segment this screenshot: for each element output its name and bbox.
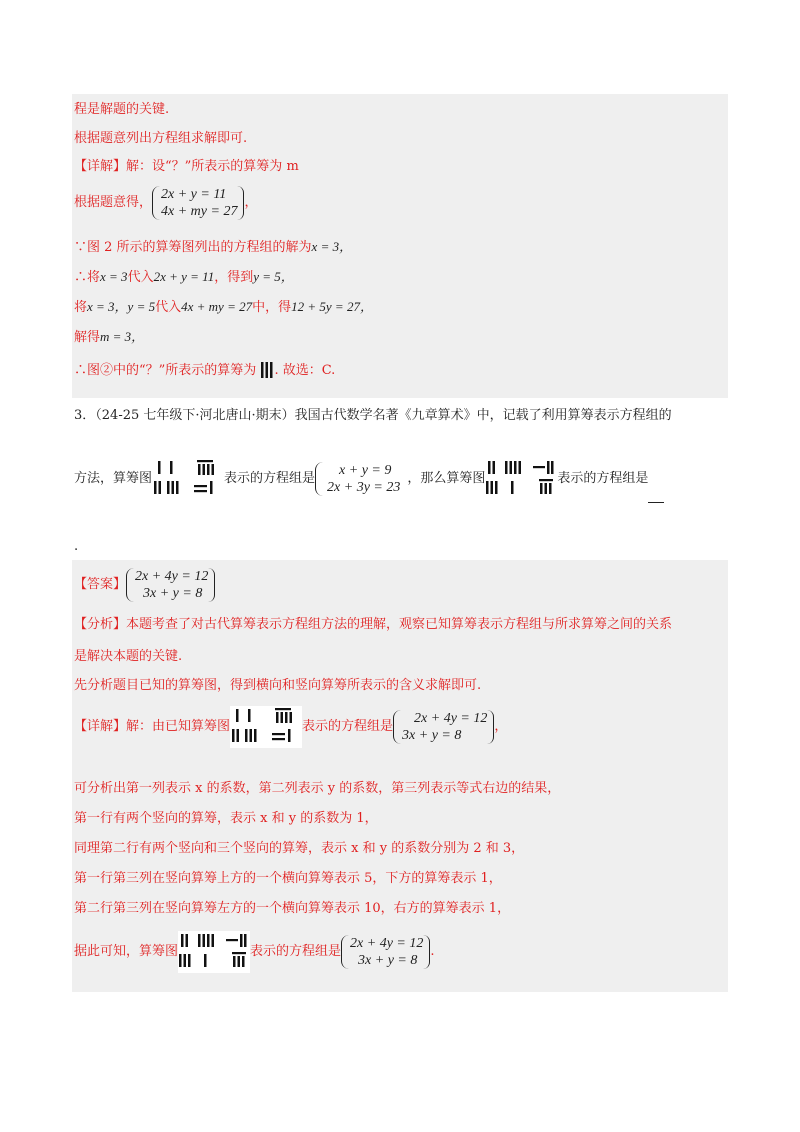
detail-line: 【详解】解：由已知算筹图 表示的方程组是 2x + 4y = 12 3x + y = 8 ， [74,704,507,750]
equation-system: 2x + 4y = 12 3x + y = 8 [341,935,430,969]
detail-tag: 【详解】 [74,719,127,734]
equation-system: 2x + y = 11 4x + my = 27 [152,186,244,220]
analysis-line: 【分析】本题考查了对古代算筹表示方程组方法的理解，观察已知算筹表示方程组与所求算筹之间的关系 [74,617,673,632]
answer-line [74,566,215,604]
text-line: ∴图②中的“？”所表示的算筹为 . 故选：C. [74,356,335,386]
text-line: 解得m = 3， [74,329,145,345]
text-line: 将x = 3，y = 5代入4x + my = 27中，得12 + 5y = 27， [74,299,373,315]
question-3-end: . [74,539,79,554]
answer-tag: 【答案】 [74,577,127,592]
counting-rod-diagram-unknown [485,458,557,500]
analysis-line: 先分析题目已知的算筹图，得到横向和竖向算筹所表示的含义求解即可. [74,678,482,693]
counting-rod-diagram-unknown [178,931,250,973]
detail-tag: 【详解】 [74,159,127,174]
question-3-line2: 方法，算筹图 表示的方程组是 x + y = 9 2x + 3y = 23 ，那么算筹图 表示的方程组是 [74,455,664,503]
equation-system: x + y = 9 2x + 3y = 23 [315,462,407,496]
detail-line: 【详解】解：设“？”所表示的算筹为 m [74,159,299,174]
counting-rod-diagram-known [230,706,302,748]
text-line: ∴将x = 3代入2x + y = 11，得到y = 5， [74,269,294,285]
text-line: ∵图 2 所示的算筹图列出的方程组的解为x = 3， [74,239,353,255]
equation-system: 2x + 4y = 12 3x + y = 8 [393,710,494,744]
analysis-line: 是解决本题的关键. [74,649,183,664]
detail-line: 第一行有两个竖向的算筹，表示 x 和 y 的系数为 1， [74,811,378,826]
detail-line: 可分析出第一列表示 x 的系数，第二列表示 y 的系数，第三列表示等式右边的结果， [74,781,561,796]
text-line: 根据题意列出方程组求解即可. [74,131,248,146]
detail-line: 第二行第三列在竖向算筹左方的一个横向算筹表示 10，右方的算筹表示 1， [74,901,511,916]
text-line: 程是解题的关键. [74,102,170,117]
question-3-line1: 3．（24-25 七年级下·河北唐山·期末）我国古代数学名著《九章算术》中，记载了利用算筹表示方程组的 [74,408,672,423]
answer-equation-system: 2x + 4y = 12 3x + y = 8 [126,568,215,602]
detail-line: 第一行第三列在竖向算筹上方的一个横向算筹表示 5，下方的算筹表示 1， [74,871,502,886]
detail-line: 同理第二行有两个竖向和三个竖向的算筹，表示 x 和 y 的系数分别为 2 和 3， [74,841,525,856]
counting-rod-diagram-known [152,458,224,500]
equation-line: 根据题意得， 2x + y = 11 4x + my = 27 ， [74,186,258,219]
answer-blank[interactable] [648,488,664,503]
detail-line: 据此可知，算筹图 表示的方程组是 2x + 4y = 12 3x + y = 8 . [74,928,435,976]
analysis-tag: 【分析】 [74,617,127,632]
counting-rod-three-icon [260,360,274,382]
